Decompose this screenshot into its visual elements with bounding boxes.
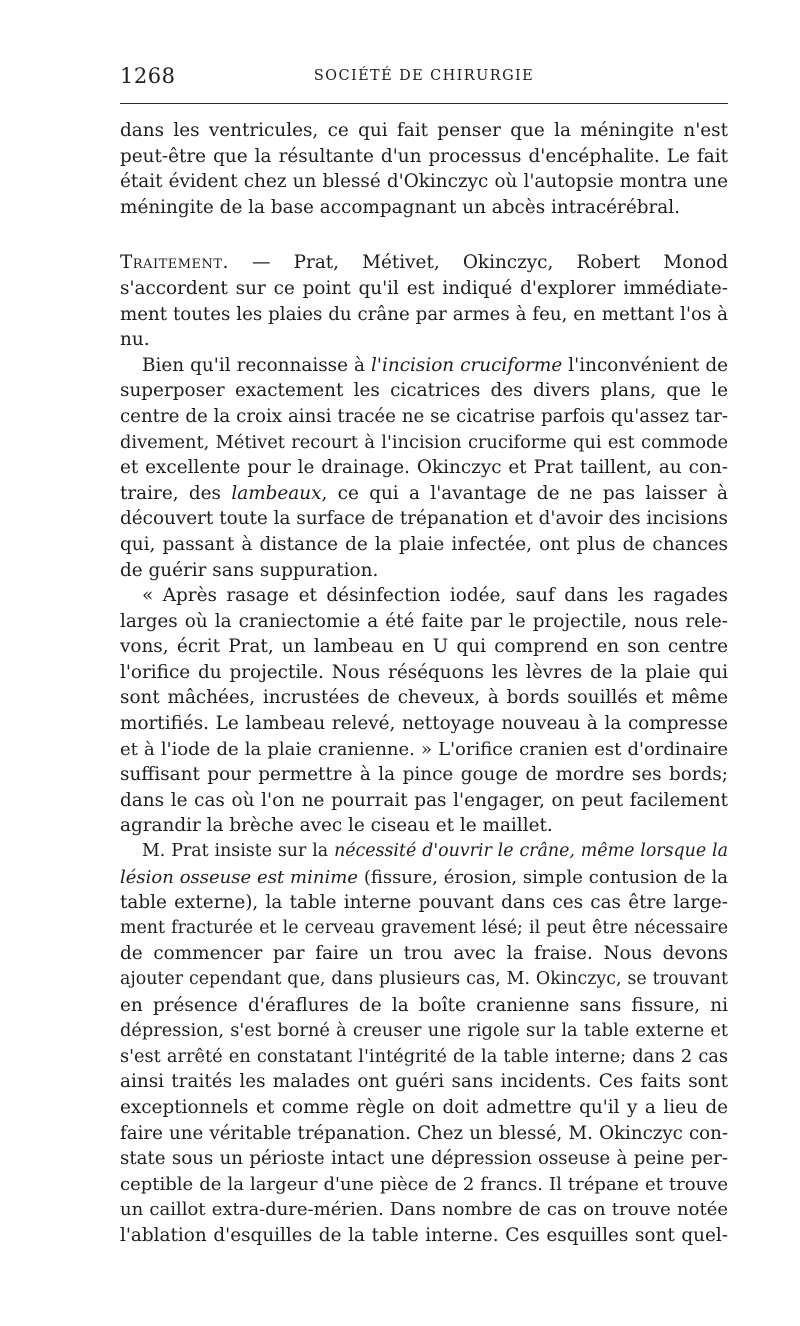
text-line: ment toutes les plaies du crâne par armes à feu, en mettant l'os à: [120, 303, 728, 325]
text-line: ainsi traités les malades ont guéri sans incidents. Ces faits sont: [120, 1071, 728, 1093]
text-line: exceptionnels et comme règle on doit admettre qu'il y a lieu de: [120, 1096, 728, 1118]
text-line: de commencer par faire un trou avec la fraise. Nous devons: [120, 943, 728, 965]
paragraph-trepanation: [120, 839, 728, 1249]
text-line: et à l'iode de la plaie cranienne. » L'orifice cranien est d'ordinaire: [120, 738, 728, 760]
text-line: méningite de la base accompagnant un abcès intracérébral.: [120, 196, 680, 218]
text-run: Bien qu'il reconnaisse à: [142, 354, 372, 376]
text-line: s'est arrêté en constatant l'intégrité de la table interne; dans 2 cas: [120, 1045, 728, 1067]
text-line: vons, écrit Prat, un lambeau en U qui comprend en son centre: [120, 636, 728, 658]
text-line: de guérir sans suppuration.: [120, 559, 379, 581]
paragraph-incision: [120, 353, 728, 583]
paragraph-quotation: [120, 583, 728, 839]
text-run: l'inconvénient de: [562, 354, 728, 376]
italic-run: l'incision cruciforme: [371, 354, 563, 376]
text-line: [120, 481, 728, 507]
text-line: divement, Métivet recourt à l'incision cruciforme qui est commode: [120, 431, 728, 453]
text-line: qui, passant à distance de la plaie infectée, ont plus de chances: [120, 533, 728, 555]
page-header: [120, 64, 728, 98]
text-run: M. Prat insiste sur la: [142, 841, 335, 862]
text-line: [120, 839, 728, 865]
text-line: dépression, s'est borné à creuser une rigole sur la table externe et: [120, 1020, 728, 1042]
text-line: en présence d'éraflures de la boîte cranienne sans fissure, ni: [120, 994, 728, 1016]
paragraph-meningite: [120, 118, 728, 220]
text-line: table externe), la table interne pouvant dans ces cas être large-: [120, 892, 728, 914]
text-line: découvert toute la surface de trépanation et d'avoir des incisions: [120, 508, 728, 530]
text-line: agrandir la brèche avec le ciseau et le maillet.: [120, 815, 553, 837]
text-line: était évident chez un blessé d'Okinczyc où l'autopsie montra une: [120, 171, 728, 193]
text-line: l'ablation d'esquilles de la table interne. Ces esquilles sont quel-: [120, 1224, 728, 1246]
text-line: l'orifice du projectile. Nous réséquons les lèvres de la plaie qui: [120, 661, 728, 683]
text-line: superposer exactement les cicatrices des divers plans, que le: [120, 380, 728, 402]
text-line: centre de la croix ainsi tracée ne se cicatrise parfois qu'assez tar-: [120, 405, 728, 427]
section-gap: [120, 220, 728, 250]
text-line: [120, 353, 728, 379]
italic-run: lésion osseuse est minime: [120, 866, 358, 888]
text-run: , ce qui a l'avantage de ne pas laisser à: [321, 482, 728, 504]
italic-run: lambeaux: [231, 482, 322, 504]
text-line: mortifiés. Le lambeau relevé, nettoyage nouveau à la compresse: [120, 713, 728, 735]
text-line: [120, 250, 728, 276]
text-line: state sous un périoste intact une dépression osseuse à peine per-: [120, 1148, 728, 1170]
text-line: « Après rasage et désinfection iodée, sauf dans les ragades: [142, 585, 728, 607]
page-number: 1268: [120, 64, 176, 88]
text-line: nu.: [120, 329, 150, 351]
text-line: ceptible de la largeur d'une pièce de 2 francs. Il trépane et trouve: [120, 1173, 728, 1195]
text-line: s'accordent sur ce point qu'il est indiqué d'explorer immédiate-: [120, 277, 728, 299]
text-line: et excellente pour le drainage. Okinczyc et Prat taillent, au con-: [120, 457, 728, 479]
body-text: [120, 118, 728, 1249]
text-line: dans le cas où l'on ne pourrait pas l'engager, on peut facilement: [120, 789, 728, 811]
text-line: larges où la craniectomie a été faite par le projectile, nous rele-: [120, 610, 728, 632]
paragraph-traitement: [120, 250, 728, 352]
text-line: dans les ventricules, ce qui fait penser que la méningite n'est: [120, 120, 728, 141]
text-line: sont mâchées, incrustées de cheveux, à bords souillés et même: [120, 687, 728, 709]
text-line: ment fracturée et le cerveau gravement lésé; il peut être nécessaire: [120, 917, 728, 938]
text-line: [120, 865, 728, 891]
text-run: (fissure, érosion, simple contusion de la: [357, 866, 728, 888]
section-heading: Traitement.: [120, 252, 229, 274]
text-line: ajouter cependant que, dans plusieurs cas, M. Okinczyc, se trouvant: [120, 969, 728, 989]
text-line: un caillot extra-dure-mérien. Dans nombre de cas on trouve notée: [120, 1199, 728, 1221]
text-run: — Prat, Métivet, Okinczyc, Robert Monod: [228, 252, 728, 274]
text-line: peut-être que la résultante d'un processus d'encéphalite. Le fait: [120, 145, 728, 167]
italic-run: nécessité d'ouvrir le crâne, même lorsque la: [334, 841, 728, 862]
text-run: traire, des: [120, 482, 232, 504]
running-title: SOCIÉTÉ DE CHIRURGIE: [313, 68, 535, 84]
header-rule: [120, 103, 728, 104]
text-line: suffisant pour permettre à la pince gouge de mordre ses bords;: [120, 764, 728, 786]
text-line: faire une véritable trépanation. Chez un blessé, M. Okinczyc con-: [120, 1122, 728, 1144]
